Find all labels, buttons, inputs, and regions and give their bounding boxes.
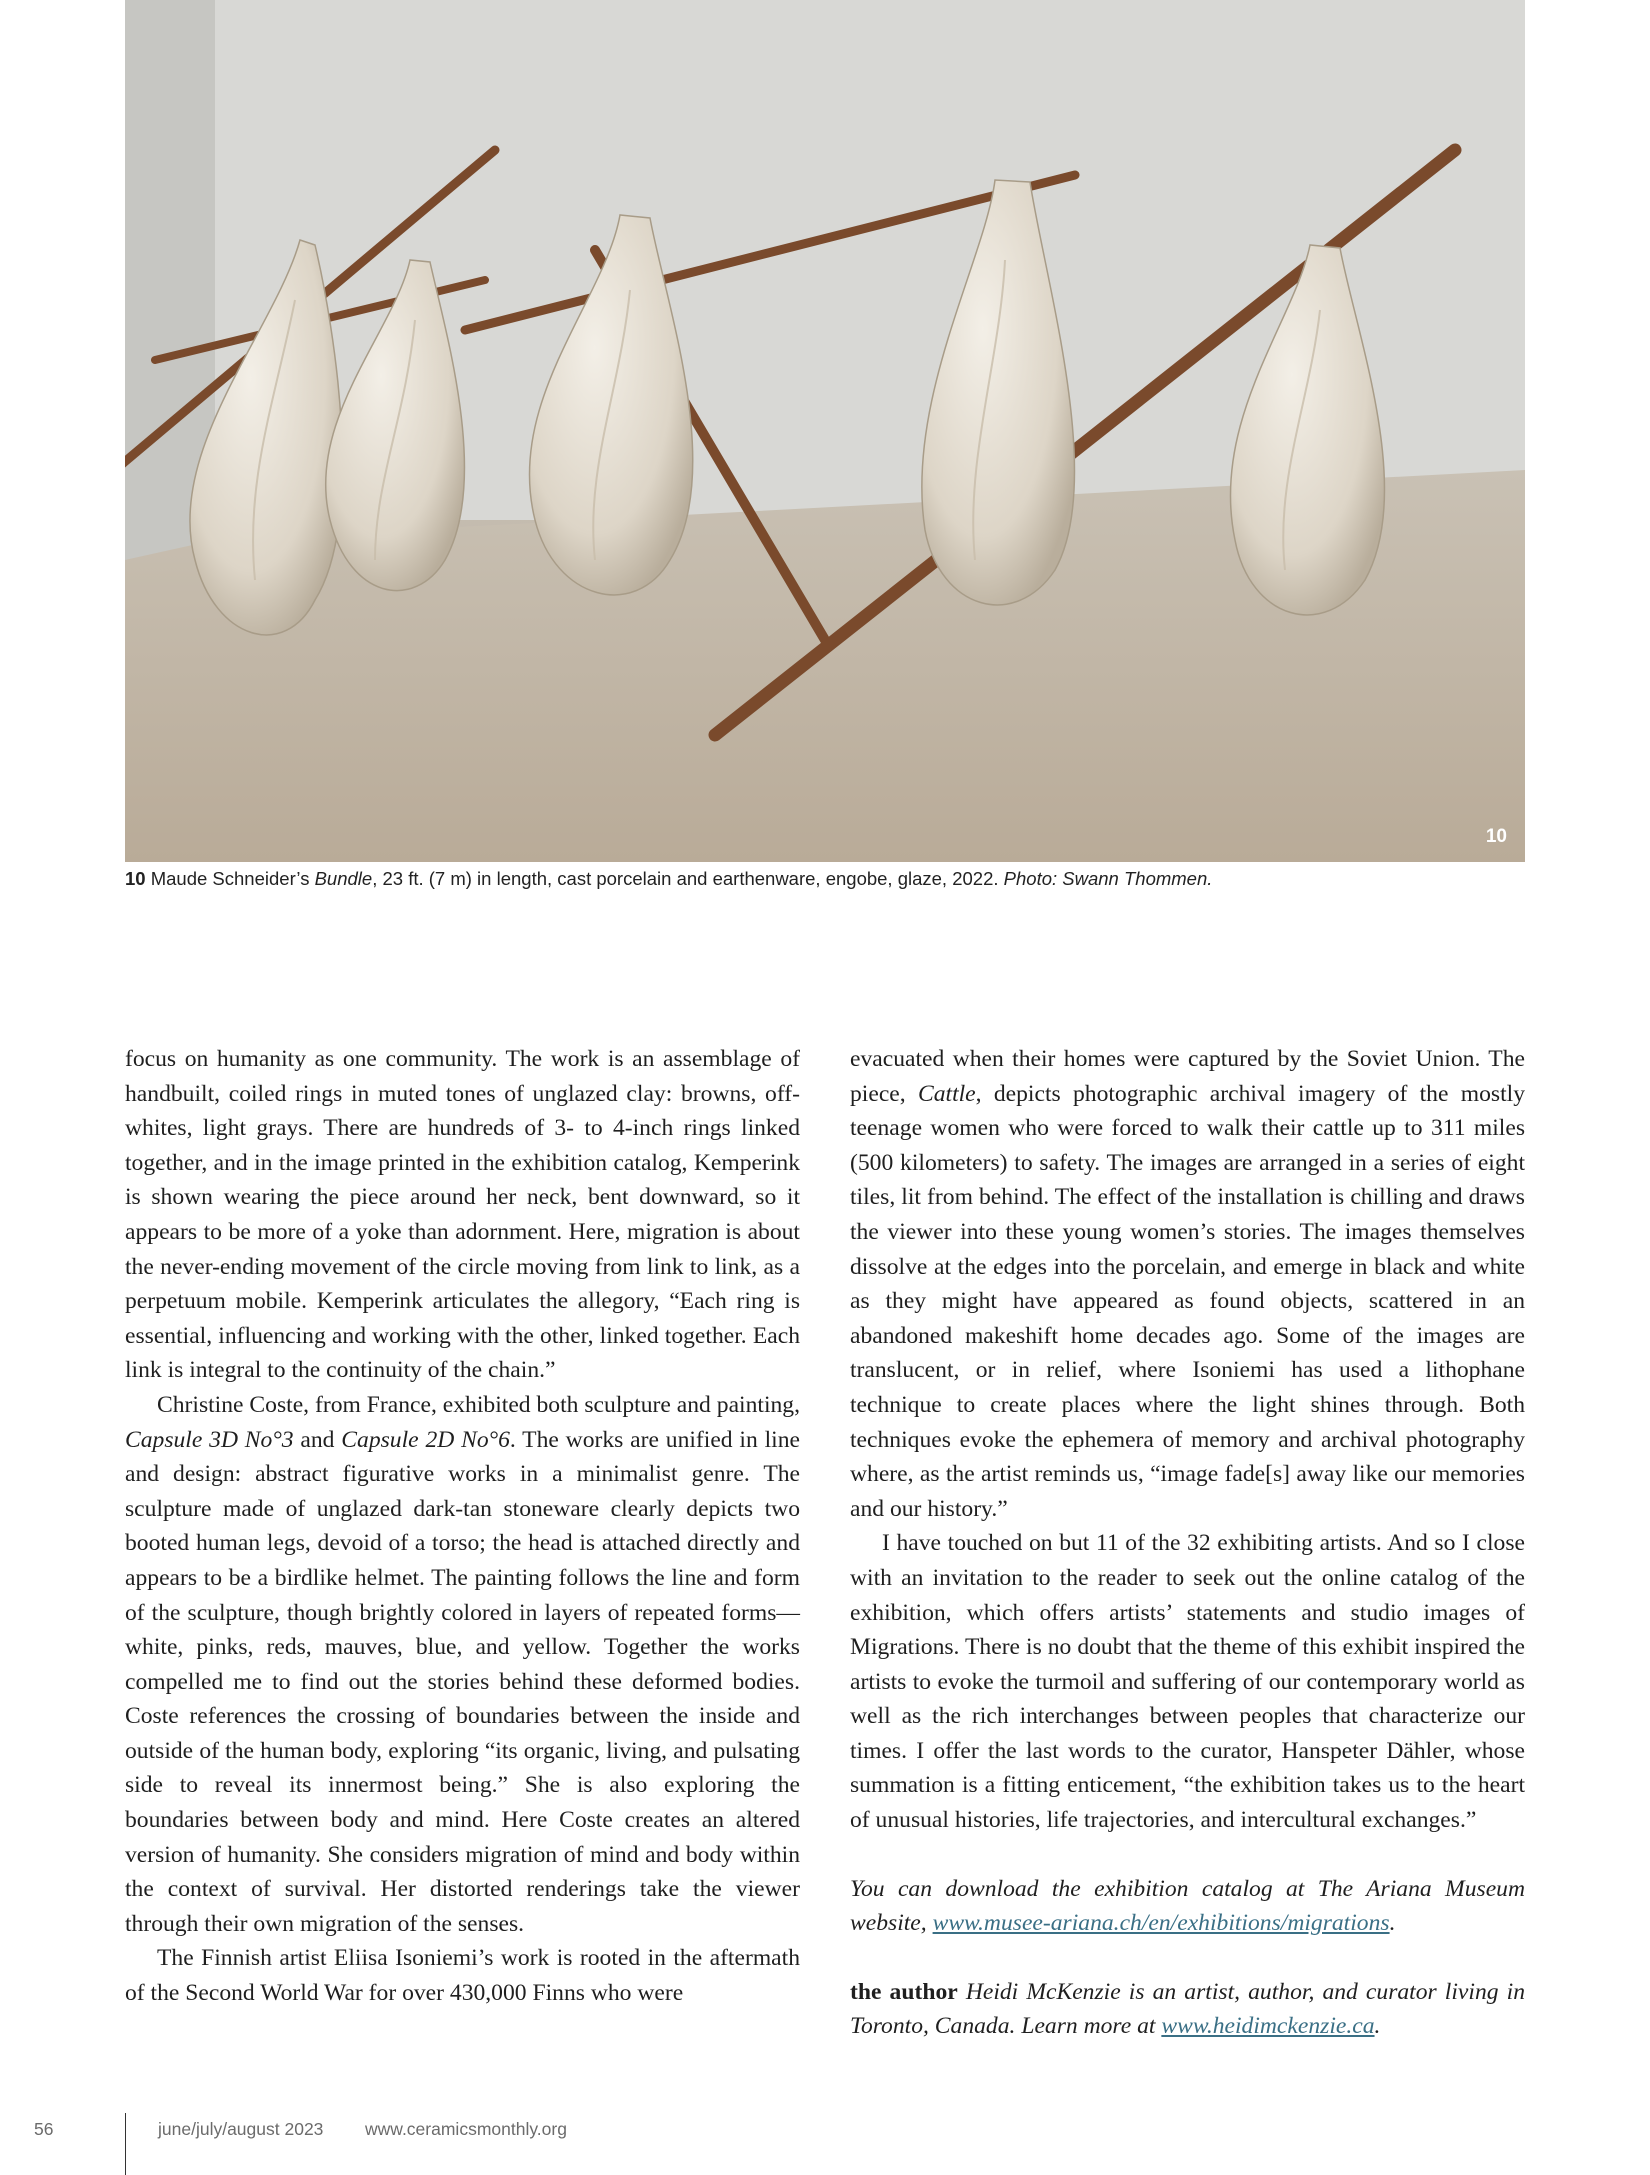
magazine-website: www.ceramicsmonthly.org — [365, 2119, 567, 2139]
footer-divider — [125, 2113, 126, 2175]
paragraph: evacuated when their homes were captured by the Soviet Union. The piece, Cattle, depicts photographic archival imagery of the mostly teenage women who were forced to walk their cattle up to 311 miles (500 kilometers) to safety. The images are arranged in a series of eight tiles, lit from behind. The effect of the installation is chilling and draws the viewer into these young women’s stories. The images themselves dissolve at the edges into the porcelain, and emerge in black and white as they might have appeared as found objects, scattered in an abandoned makeshift home decades ago. Some of the images are translucent, or in relief, where Isoniemi has used a lithophane technique to create places where the light shines through. Both techniques evoke the ephemera of memory and archival photography where, as the artist reminds us, “image fade[s] away like our memories and our history.” — [850, 1046, 1525, 1522]
caption-number: 10 — [125, 868, 146, 889]
author-website-link[interactable]: www.heidimckenzie.ca — [1161, 2013, 1375, 2040]
paragraph: focus on humanity as one community. The work is an assemblage of handbuilt, coiled rings in muted tones of unglazed clay: browns, off-whites, light grays. There are hundreds of 3- to 4-inch rings linked together, and in the image printed in the exhibition catalog, Kemperink is shown wearing the piece around her neck, bent downward, so it appears to be more of a yoke than adornment. Here, migration is about the never-ending movement of the circle moving from link to link, as a perpetuum mobile. Kemperink articulates the allegory, “Each ring is essential, influencing and working with the other, linked together. Each link is integral to the continuity of the chain.” — [125, 1046, 800, 1384]
author-label: the author — [850, 1978, 958, 2005]
caption-credit: Photo: Swann Thommen. — [1003, 868, 1213, 889]
exhibition-photo — [125, 0, 1525, 862]
figure-caption — [125, 868, 1525, 890]
paragraph: Christine Coste, from France, exhibited both sculpture and painting, Capsule 3D No°3 and Capsule 2D No°6. The works are unified in line and design: abstract figurative works in a minimalist genre. The sculpture made of unglazed dark-tan stoneware clearly depicts two booted human legs, devoid of a torso; the head is attached directly and appears to be a birdlike helmet. The painting follows the line and form of the sculpture, though brightly colored in layers of repeated forms—white, pinks, reds, mauves, blue, and yellow. Together the works compelled me to find out the stories behind these deformed bodies. Coste references the crossing of boundaries between the inside and outside of the human body, exploring “its organic, living, and pulsating side to reveal its innermost being.” She is also exploring the boundaries between body and mind. Here Coste creates an altered version of humanity. She considers migration of mind and body within the context of survival. Her distorted renderings take the viewer through their own migration of the senses. — [125, 1391, 800, 1937]
article-column-left — [125, 1042, 800, 2011]
bundle-sculpture-illustration — [125, 0, 1525, 862]
figure-number: 10 — [1485, 826, 1507, 847]
caption-artist: Maude Schneider’s — [150, 868, 310, 889]
caption-details: , 23 ft. (7 m) in length, cast porcelain and earthenware, engobe, glaze, 2022. — [372, 868, 999, 889]
issue-date: june/july/august 2023 — [158, 2119, 324, 2139]
page-footer — [0, 2113, 1650, 2175]
page-number: 56 — [34, 2119, 54, 2139]
download-note: You can download the exhibition catalog at The Ariana Museum website, www.musee-ariana.ch/en/exhibitions/migrations. — [850, 1875, 1525, 1937]
paragraph: The Finnish artist Eliisa Isoniemi’s work is rooted in the aftermath of the Second World War for over 430,000 Finns who were — [125, 1945, 800, 2007]
caption-title: Bundle — [314, 868, 373, 889]
author-note: the author Heidi McKenzie is an artist, author, and curator living in Toronto, Canada. Learn more at www.heidimckenzie.ca. — [850, 1978, 1525, 2040]
paragraph: I have touched on but 11 of the 32 exhibiting artists. And so I close with an invitation to the reader to seek out the online catalog of the exhibition, which offers artists’ statements and studio images of Migrations. There is no doubt that the theme of this exhibit inspired the artists to evoke the turmoil and suffering of our contemporary world as well as the rich interchanges between peoples that characterize our times. I offer the last words to the curator, Hanspeter Dähler, whose summation is a fitting enticement, “the exhibition takes us to the heart of unusual histories, life trajectories, and intercultural exchanges.” — [850, 1530, 1525, 1834]
article-column-right — [850, 1042, 1525, 2044]
catalog-link[interactable]: www.musee-ariana.ch/en/exhibitions/migrations — [932, 1910, 1390, 1937]
